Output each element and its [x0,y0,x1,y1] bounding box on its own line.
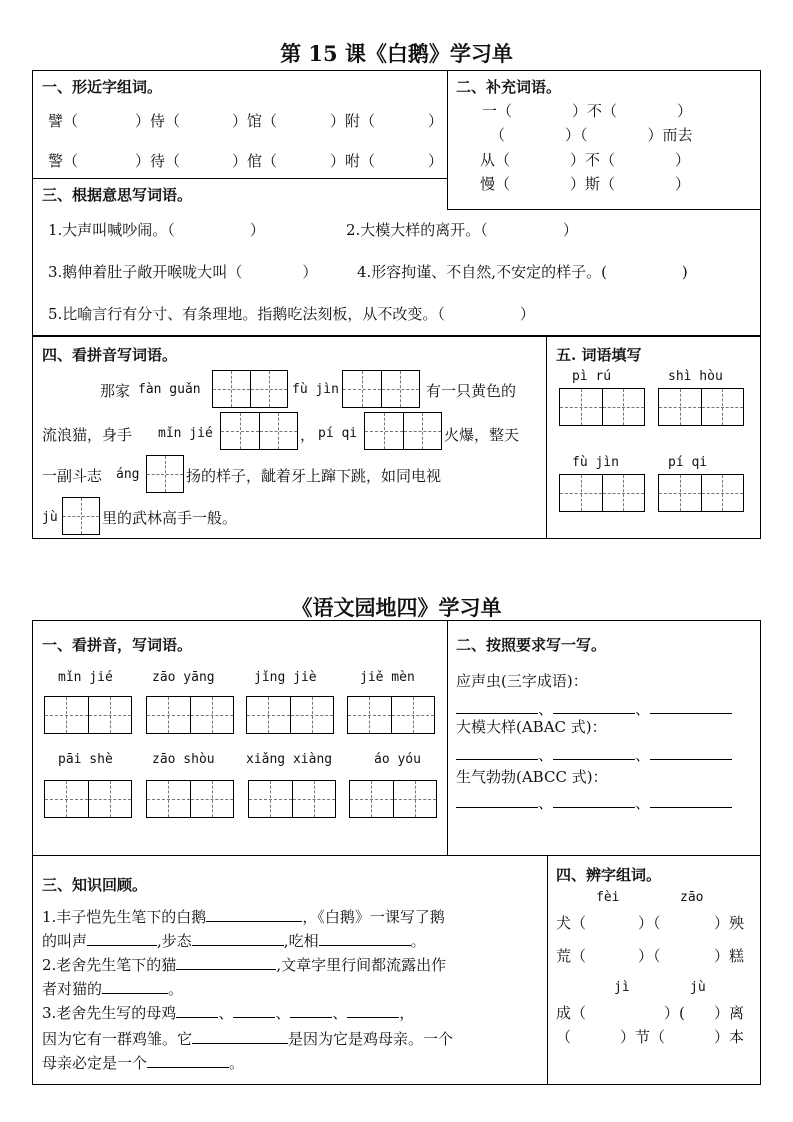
sheet1-sec1-row2-0: 警（ [48,152,79,170]
sep: 、 [635,746,651,764]
sheet1-sec1-row1-4: ） [428,112,444,130]
blank[interactable] [102,993,168,994]
r3b: ）( [664,1004,685,1022]
q2a: 2.老舍先生笔下的猫 [42,956,177,974]
sheet1-sec4-t5: 火爆，整天 [444,426,520,444]
r4a: （ [556,1028,572,1046]
sheet1-sec4-p2: fù jìn [292,382,339,397]
sheet1-sec1-heading: 一、形近字组词。 [42,78,163,96]
r1a: 犬（ [556,914,587,932]
sheet2-sec1-box7[interactable] [248,780,336,818]
sheet2-sec1-py3: jǐng jiè [254,670,317,685]
sheet1-sec2-line3: 从（ ）不（ ） [480,151,691,169]
sheet1-sec4-box5[interactable] [146,455,184,493]
sheet2-sec2-blank5[interactable] [553,759,635,760]
sheet2-sec1-py6: zāo shòu [152,752,215,767]
sheet2-title: 《语文园地四》学习单 [291,595,502,620]
r2a: 荒（ [556,947,587,965]
q1c: 的叫声 [42,932,88,950]
sheet2-sec1-box8[interactable] [349,780,437,818]
sheet1-sec1-row1-1: ）侍（ [135,112,181,130]
sheet1-sec4-t6: 一副斗志 [42,467,103,485]
sheet2-sec4-py4: jù [690,980,706,995]
sheet1-sec4-t3: 流浪猫，身手 [42,426,133,444]
sheet2-sec1-box2[interactable] [146,696,234,734]
sheet1-sec3-q3: 3.鹅伸着肚子敞开喉咙大叫（ ） [48,263,318,281]
sheet2-sec3-heading: 三、知识回顾。 [42,876,148,894]
sheet1-sec2-line4: 慢（ ）斯（ ） [480,175,691,193]
blank[interactable] [206,921,302,922]
sheet2-sec1-box1[interactable] [44,696,132,734]
sheet1-sec3-q2: 2.大模大样的离开。（ ） [346,221,578,239]
sheet1-sec5-py3: fù jìn [572,455,619,470]
sheet2-sec4-py1: fèi [596,890,620,905]
r1c: ）殃 [714,914,745,932]
sheet1-sec4-t4: ， [300,426,316,444]
sep: 、 [218,1004,234,1022]
blank[interactable] [319,945,411,946]
r4c: ）本 [714,1028,745,1046]
sheet1-sec4-box3[interactable] [220,412,298,450]
r1b: ）（ [638,914,661,932]
sheet2-sec2-blank3[interactable] [650,713,732,714]
sheet1-sec4-t1: 那家 [100,382,131,400]
sheet2-sec1-box5[interactable] [44,780,132,818]
q3a: 3.老舍先生写的母鸡 [42,1004,177,1022]
sep: 、 [635,794,651,812]
sep: 、 [538,794,554,812]
sheet2-sec2-l3: 生气勃勃(ABCC 式)： [456,768,608,786]
q1b: ，《白鹅》一课写了鹅 [302,908,445,926]
r4b: ）节（ [620,1028,666,1046]
sheet1-sec4-p6: jù [42,510,58,525]
sheet1-sec4-t8: 里的武林高手一般。 [102,509,238,527]
blank[interactable] [147,1067,229,1068]
comma: ， [399,1004,415,1022]
sheet2-sec4-py2: zāo [680,890,704,905]
sheet2-sec2-blank8[interactable] [553,807,635,808]
sheet1-sec1-row1-2: ）馆（ [232,112,278,130]
blank[interactable] [347,1017,399,1018]
sheet2-sec1-py7: xiǎng xiàng [246,752,333,767]
blank[interactable] [176,969,276,970]
blank[interactable] [176,1017,218,1018]
blank[interactable] [87,945,157,946]
blank[interactable] [192,945,284,946]
sheet1-sec2-heading: 二、补充词语。 [456,78,562,96]
sheet1-sec1-row1-0: 譬（ [48,112,79,130]
sheet1-sec4-box4[interactable] [364,412,442,450]
sep: 、 [275,1004,291,1022]
sheet2-sec1-box [32,620,448,856]
sheet2-sec2-blank2[interactable] [553,713,635,714]
sheet2-sec1-py2: zāo yāng [152,670,215,685]
sheet1-sec2-line2: （ ）（ ）而去 [490,126,693,144]
sheet1-sec4-t2: 有一只黄色的 [426,382,517,400]
sheet2-sec1-box3[interactable] [246,696,334,734]
sheet1-sec5-heading: 五. 词语填写 [556,346,642,364]
r3c: ）离 [714,1004,745,1022]
sheet1-sec3-heading: 三、根据意思写词语。 [42,186,193,204]
q3d: 母亲必定是一个 [42,1054,148,1072]
q1e: ,吃相 [283,932,319,950]
sheet1-sec1-row2-3: ）咐（ [330,152,376,170]
sheet2-sec4-box [547,855,761,1085]
r2c: ）糕 [714,947,745,965]
sheet1-sec3-q1: 1.大声叫喊吵闹。（ ） [48,221,265,239]
sheet1-title: 第 15 课《白鹅》学习单 [280,41,513,66]
blank[interactable] [192,1043,288,1044]
sheet1-sec1-row2-2: ）倌（ [232,152,278,170]
sheet2-sec2-heading: 二、按照要求写一写。 [456,636,607,654]
sheet1-sec5-box4[interactable] [658,474,744,512]
sheet2-sec2-blank9[interactable] [650,807,732,808]
sheet2-sec1-py5: pāi shè [58,752,113,767]
sheet1-sec2-line1: 一（ ）不（ ） [482,102,693,120]
q3b: 因为它有一群鸡雏。它 [42,1030,193,1048]
sheet2-sec2-blank1[interactable] [456,713,538,714]
sheet2-sec1-box6[interactable] [146,780,234,818]
sheet2-sec1-py4: jiě mèn [360,670,415,685]
sheet1-sec1-row2-1: ）待（ [135,152,181,170]
sheet2-sec1-box4[interactable] [347,696,435,734]
q2d: 。 [168,980,184,998]
q2c: 者对猫的 [42,980,103,998]
q1a: 1.丰子恺先生笔下的白鹅 [42,908,207,926]
blank[interactable] [290,1017,332,1018]
sheet1-sec4-p5: áng [116,467,140,482]
sep: 、 [538,700,554,718]
r3a: 成（ [556,1004,587,1022]
q3e: 。 [229,1054,245,1072]
sheet2-sec2-l2: 大模大样(ABAC 式)： [456,718,607,736]
sheet1-sec4-box1[interactable] [212,370,288,408]
sep: 、 [332,1004,348,1022]
blank[interactable] [233,1017,275,1018]
sheet1-sec5-py1: pì rú [572,369,612,384]
sheet2-sec1-py1: mǐn jié [58,670,113,685]
sheet1-sec3-q4: 4.形容拘谨、不自然,不安定的样子。( ) [357,263,688,281]
sheet1-sec4-p1: fàn guǎn [138,382,201,397]
sheet1-sec4-p4: pí qi [318,426,358,441]
sep: 、 [635,700,651,718]
sheet1-sec1-row1-3: ）附（ [330,112,376,130]
sheet1-sec4-box6[interactable] [62,497,100,535]
sheet1-sec4-p3: mǐn jié [158,426,213,441]
sheet2-sec4-heading: 四、辨字组词。 [556,866,662,884]
sheet2-sec2-l1: 应声虫(三字成语)： [456,672,588,690]
sheet1-sec4-heading: 四、看拼音写词语。 [42,346,178,364]
sep: 、 [538,746,554,764]
sheet2-sec4-py3: jì [614,980,630,995]
sheet1-sec5-py4: pí qi [668,455,708,470]
sheet1-sec5-box2[interactable] [658,388,744,426]
q3c: 是因为它是鸡母亲。一个 [288,1030,454,1048]
sheet2-sec2-blank7[interactable] [456,807,538,808]
sheet2-sec1-py8: áo yóu [374,752,421,767]
sheet1-sec5-py2: shì hòu [668,369,723,384]
sheet1-sec1-row2-4: ） [428,152,444,170]
q2b: ,文章字里行间都流露出作 [276,956,447,974]
sheet2-sec2-box [447,620,761,856]
sheet1-sec5-box1[interactable] [559,388,645,426]
sheet1-sec4-box2[interactable] [342,370,420,408]
sheet2-sec1-heading: 一、看拼音，写词语。 [42,636,193,654]
sheet1-sec4-t7: 扬的样子，龇着牙上蹿下跳，如同电视 [186,467,442,485]
q1f: 。 [410,932,426,950]
sheet2-sec2-blank6[interactable] [650,759,732,760]
q1d: ,步态 [157,932,192,950]
r2b: ）（ [638,947,661,965]
sheet2-sec2-blank4[interactable] [456,759,538,760]
sheet1-sec5-box3[interactable] [559,474,645,512]
sheet1-sec3-q5: 5.比喻言行有分寸、有条理地。指鹅吃法刻板，从不改变。（ ） [48,305,535,323]
